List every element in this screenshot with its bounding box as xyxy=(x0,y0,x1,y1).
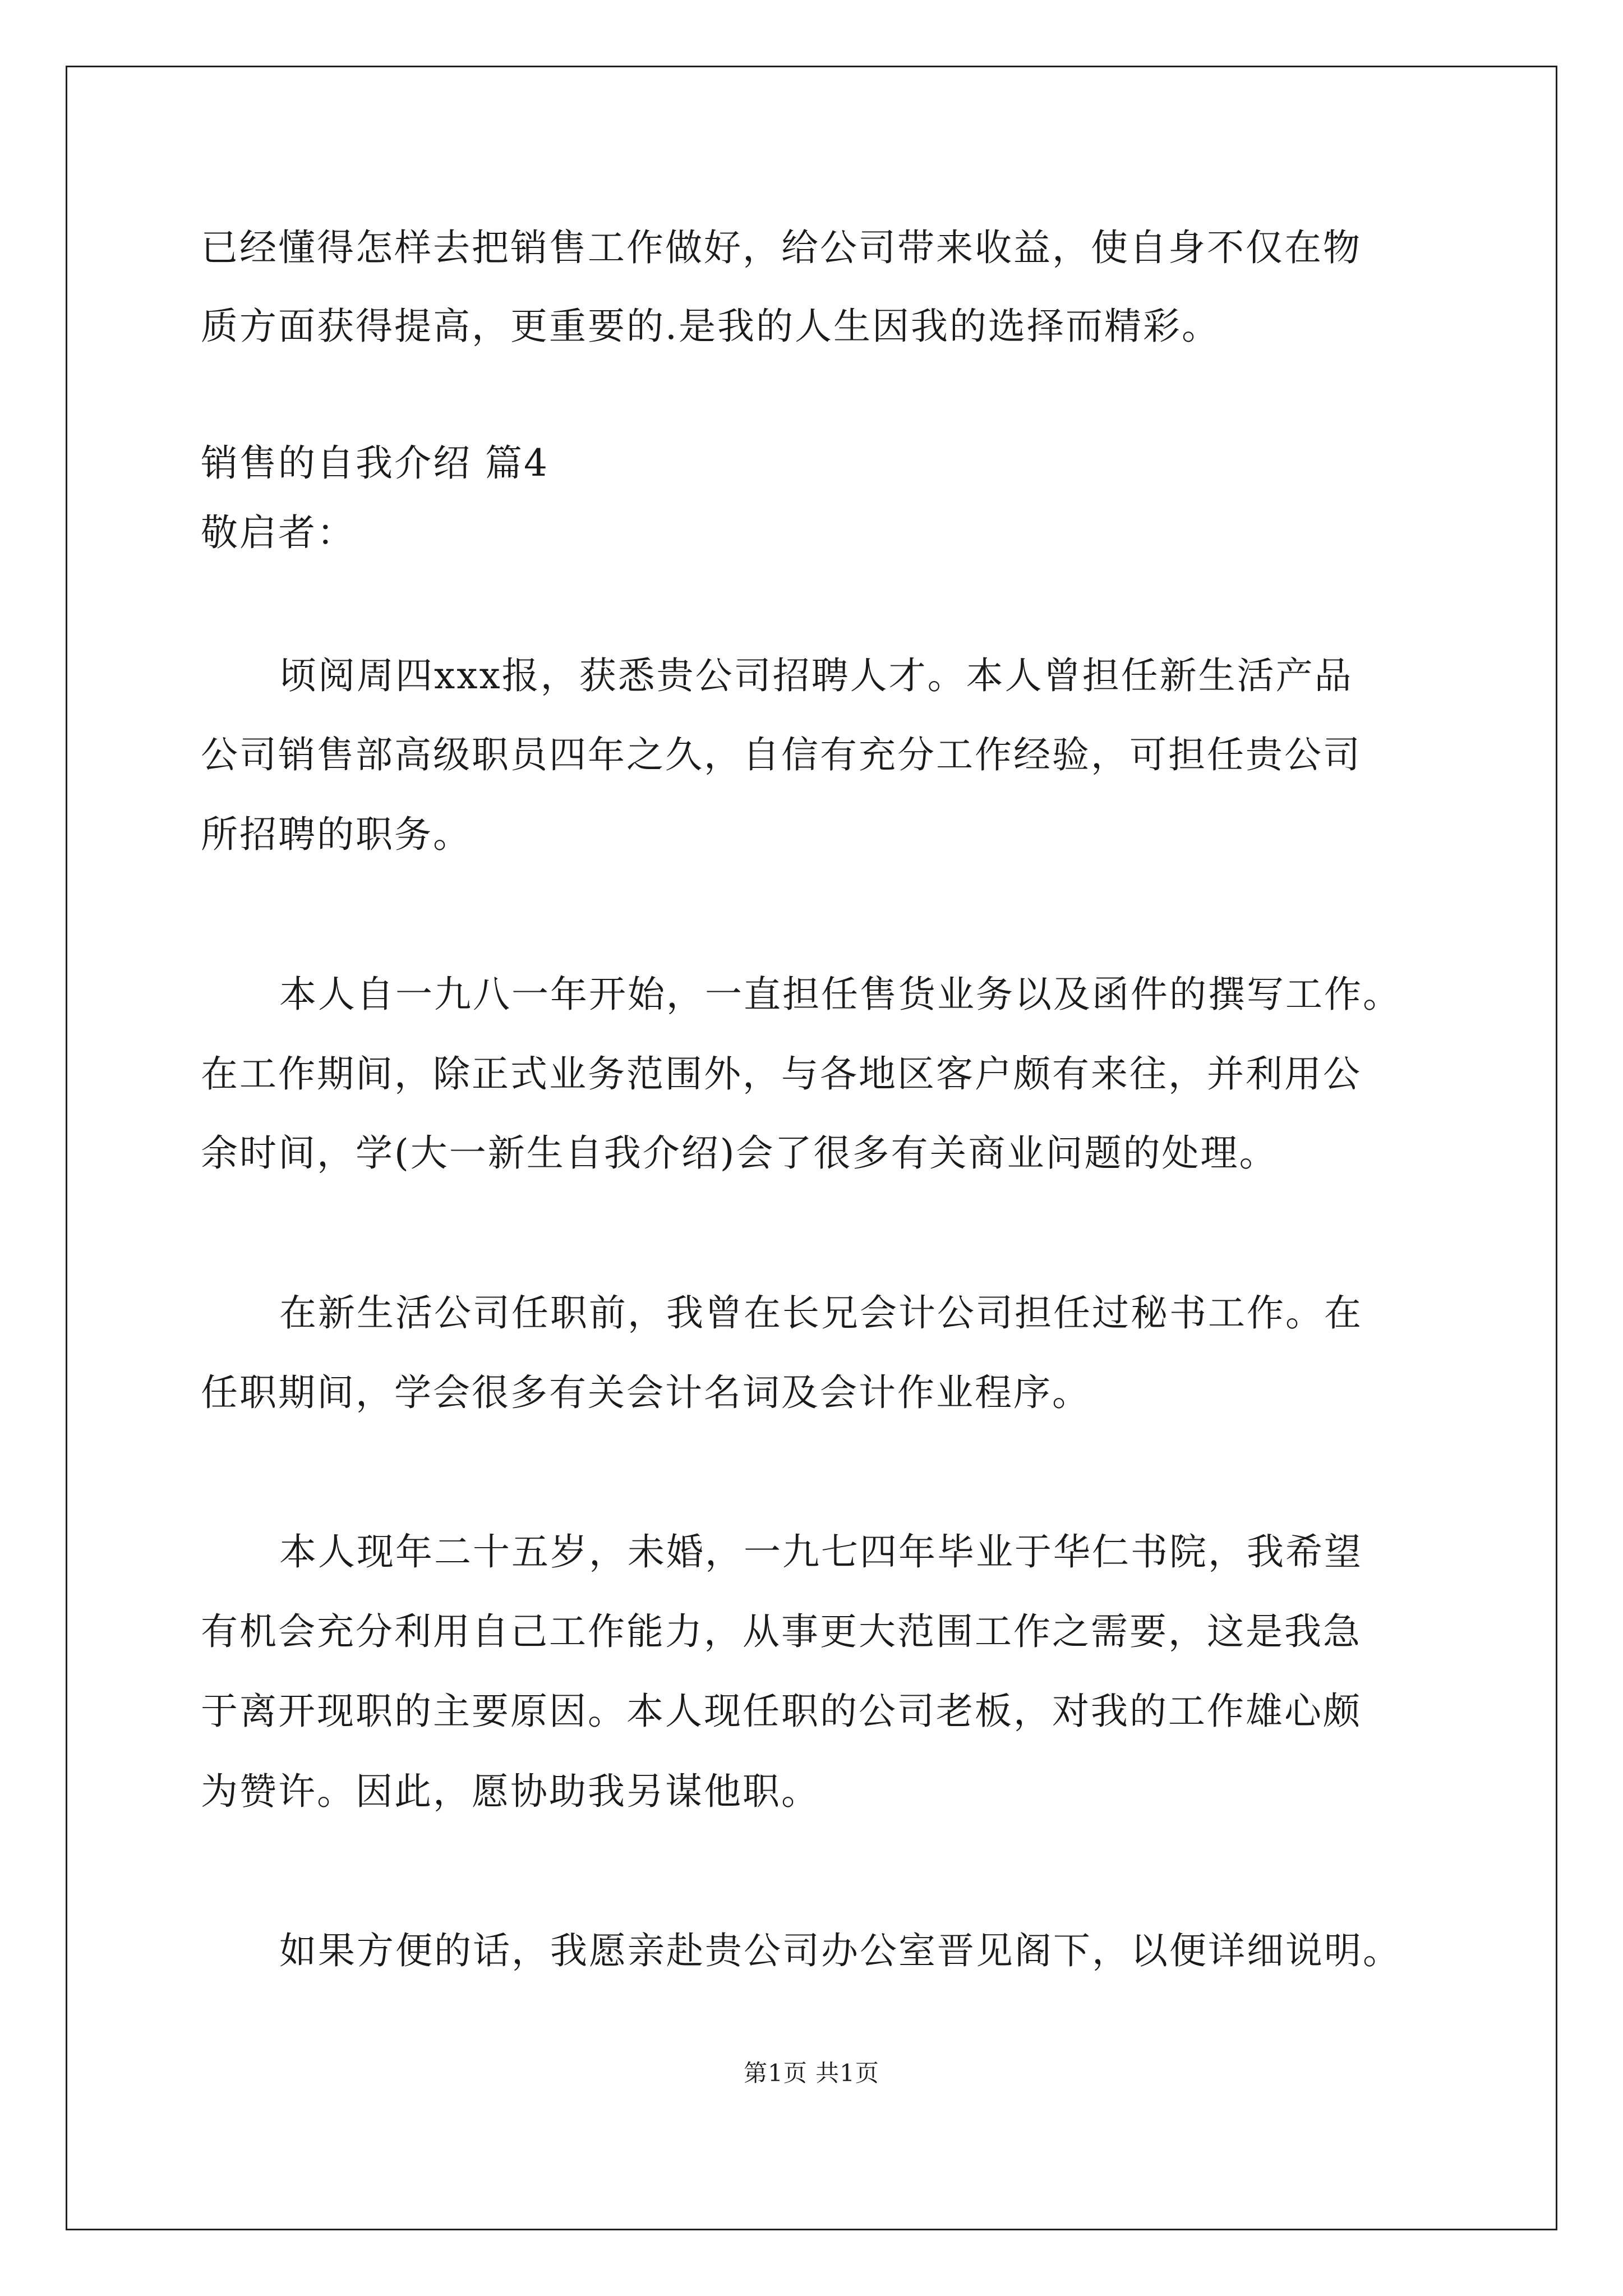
paragraph-line: 公司销售部高级职员四年之久，自信有充分工作经验，可担任贵公司 xyxy=(201,733,1362,776)
paragraph-line: 在新生活公司任职前，我曾在长兄会计公司担任过秘书工作。在 xyxy=(279,1291,1363,1335)
salutation: 敬启者： xyxy=(201,511,356,554)
paragraph-line: 余时间，学(大一新生自我介绍)会了很多有关商业问题的处理。 xyxy=(201,1131,1278,1175)
paragraph-line: 任职期间，学会很多有关会计名词及会计作业程序。 xyxy=(201,1371,1091,1414)
paragraph-line: 在工作期间，除正式业务范围外，与各地区客户颇有来往，并利用公 xyxy=(201,1052,1362,1096)
section-heading: 销售的自我介绍 篇4 xyxy=(201,441,549,485)
paragraph-line: 为赞许。因此，愿协助我另谋他职。 xyxy=(201,1770,820,1813)
paragraph-line: 本人现年二十五岁，未婚，一九七四年毕业于华仁书院，我希望 xyxy=(279,1530,1363,1573)
page-footer: 第1页 共1页 xyxy=(744,2059,879,2087)
paragraph-line: 所招聘的职务。 xyxy=(201,813,472,856)
body-line: 已经懂得怎样去把销售工作做好，给公司带来收益，使自身不仅在物 xyxy=(201,226,1362,269)
paragraph-line: 如果方便的话，我愿亲赴贵公司办公室晋见阁下，以便详细说明。 xyxy=(279,1929,1401,1972)
paragraph-line: 于离开现职的主要原因。本人现任职的公司老板，对我的工作雄心颇 xyxy=(201,1690,1362,1733)
paragraph-line: 有机会充分利用自己工作能力，从事更大范围工作之需要，这是我急 xyxy=(201,1610,1362,1653)
paragraph-line: 本人自一九八一年开始，一直担任售货业务以及函件的撰写工作。 xyxy=(279,973,1401,1016)
paragraph-line: 顷阅周四xxx报，获悉贵公司招聘人才。本人曾担任新生活产品 xyxy=(279,654,1353,697)
body-line: 质方面获得提高，更重要的.是我的人生因我的选择而精彩。 xyxy=(201,305,1220,348)
